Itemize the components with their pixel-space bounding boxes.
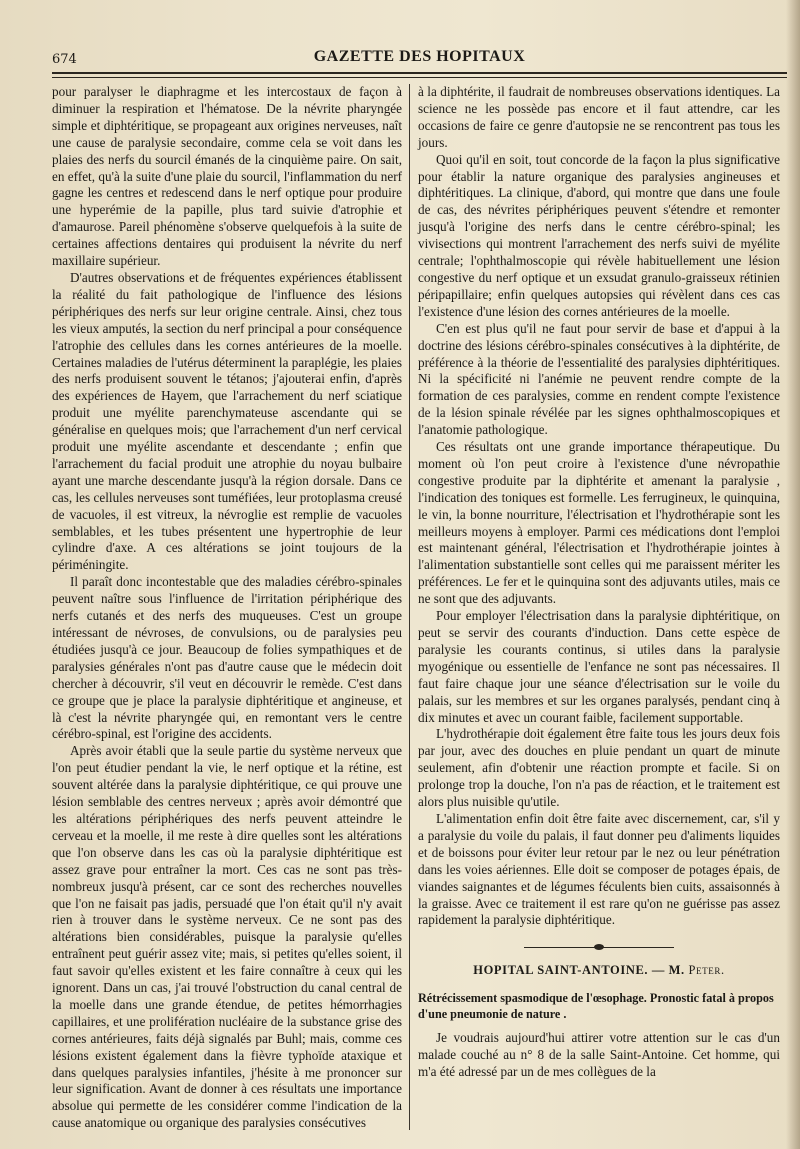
paragraph: Ces résultats ont une grande importance thérapeutique. Du moment où l'on peut croire à l'existence d'une névropathie congestive produite par la diphtérite et amenant la paralysie , l'indication des toniques est formelle. Les ferrugineux, le quinquina, le vin, la bonne nourriture, l'électrisation et l'hydrothérapie sont les meilleurs moyens à employer. Parmi ces médications dont l'emploi est maintenant général, l'électrisation et l'hydrothérapie jointes à l'alimentation substantielle sont celles qui me paraissent mériter les préférences. Le fer et le quinquina sont des adjuvants utiles, mais ce ne sont que des adjuvants. — [418, 439, 780, 607]
paragraph: L'alimentation enfin doit être faite avec discernement, car, s'il y a paralysie du voile du palais, il faut donner peu d'aliments liquides et de boissons pour éviter leur retour par le nez ou leur pénétration dans les voies aériennes. Elle doit se composer de potages épais, de viandes saignantes et de légumes féculents bien cuits, assaisonnés à la graisse. Avec ce traitement il est rare qu'on ne guérisse pas assez rapidement la paralysie diphtéritique. — [418, 810, 780, 928]
column-divider — [409, 84, 410, 1130]
paragraph: Il paraît donc incontestable que des maladies cérébro-spinales peuvent naître sous l'influence de l'irritation périphérique des nerfs cutanés et des nerfs des muqueuses. C'est un groupe intéressant de névroses, de convulsions, ou de paralysies peu étudiées jusqu'à ce jour. Beaucoup de folies sympathiques et de paralysies générales n'ont pas d'autre cause que le médecin doit chercher à découvrir, s'il veut en découvrir le remède. C'est dans ce groupe que je place la paralysie diphtéritique et angineuse, et là c'est la névrite pharyngée qui, en remontant vers le centre cérébro-spinal, est l'origine des accidents. — [52, 574, 402, 742]
article-heading: Rétrécissement spasmodique de l'œsophage. Pronostic fatal à propos d'une pneumonie de nature . — [418, 991, 774, 1021]
page-edge-shadow — [786, 0, 800, 1149]
paragraph: D'autres observations et de fréquentes expériences établissent la réalité du fait pathologique de l'influence des lésions périphériques des nerfs sur leur origine centrale. Ainsi, chez tous les vieux amputés, la section du nerf principal a pour conséquence l'atrophie des cellules dans les cornes antérieures de la moelle. Certaines maladies de l'utérus déterminent la paraplégie, les plaies des nerfs produisent souvent le tétanos; j'ajouterai enfin, d'après des expériences de Hayem, que l'arrachement du nerf sciatique produit une myélite parenchymateuse ascendante qui se généralise en quelques mois; que l'arrachement d'un nerf cervical produit une myélite ascendante et descendante ; enfin que l'arrachement du facial produit une atrophie du noyau bulbaire ayant une marche descendante jusqu'à la région dorsale. Dans ce cas, les cellules nerveuses sont tuméfiées, leur protoplasma creusé de vacuoles, il est vitreux, la névroglie est remplie de vacuoles semblables, et les tubes présentent une hypertrophie de leur cylindre d'axe. A ces altérations se joint toujours de la périméningite. — [52, 269, 402, 573]
right-column — [418, 84, 780, 1081]
section-title — [418, 962, 780, 979]
hospital-name: HOPITAL SAINT-ANTOINE. — M. — [473, 963, 685, 978]
paragraph: à la diphtérite, il faudrait de nombreuses observations identiques. La science ne les possède pas encore et il faut attendre, car les occasions de faire ce genre d'autopsie ne se rencontrent pas tous les jours. — [418, 84, 780, 150]
paragraph: Quoi qu'il en soit, tout concorde de la façon la plus significative pour établir la nature organique des paralysies angineuses et diphtéritiques. La clinique, d'abord, qui montre que dans une foule de cas, des névrites périphériques peuvent s'étendre et remonter jusqu'à l'origine des nerfs dans le centre cérébro-spinal; les vivisections qui montrent l'arrachement des nerfs suivi de myélite centrale; l'ophthalmoscopie qui révèle habituellement une lésion congestive du nerf optique et un exsudat granulo-graisseux rétinien péripapillaire; enfin quelques autopsies qui révèlent dans ces cas l'existence d'une lésion des cornes antérieures de la moelle. — [418, 151, 780, 319]
separator-ornament — [594, 944, 604, 950]
doctor-name: Peter. — [688, 963, 725, 978]
paragraph: C'en est plus qu'il ne faut pour servir de base et d'appui à la doctrine des lésions cérébro-spinales consécutives à la diphtérite, de préférence à la théorie de l'essentialité des paralysies diphtéritiques. Ni la spécificité ni l'anémie ne peuvent rendre compte de la formation de ces paralysies, comme en rendent compte l'existence de la lésion spinale révélée par les signes ophthalmoscopiques et l'anatomie pathologique. — [418, 320, 780, 438]
page-number: 674 — [52, 52, 77, 67]
paragraph: pour paralyser le diaphragme et les intercostaux de façon à diminuer la respiration et l'hématose. De la névrite pharyngée simple et diphtéritique, se propageant aux origines nerveuses, naît une cause de paralysie secondaire, comme cela se voit dans les plaies des nerfs du sourcil émanés de la cinquième paire. On sait, en effet, qu'à la suite d'une plaie du sourcil, l'inflammation du nerf gagne les centres et redescend dans le nerf optique pour produire une hyperémie de la papille, plus tard suivie d'atrophie et d'amaurose. Pareil phénomène s'observe quelquefois à la suite de certaines affections dentaires qui produisent la névrite du nerf maxillaire supérieur. — [52, 84, 402, 269]
left-column — [52, 84, 402, 1132]
header-rule — [52, 72, 787, 78]
paragraph: L'hydrothérapie doit également être faite tous les jours deux fois par jour, avec des douches en pluie pendant un quart de minute seulement, afin d'obtenir une réaction prompte et facile. Si on prolonge trop la douche, l'on n'a pas de réaction, et le traitement est alors plus nuisible qu'utile. — [418, 726, 780, 810]
paragraph: Après avoir établi que la seule partie du système nerveux que l'on peut étudier pendant la vie, le nerf optique et la rétine, est souvent altérée dans la paralysie diphtéritique, ce qui prouve une lésion semblable des centres nerveux ; après avoir démontré que les altérations périphériques des nerfs peuvent atteindre le cerveau et la moelle, il me reste à dire quelles sont les altérations que l'on observe dans les cas où la paralysie diphtéritique est assez grave pour entraîner la mort. Ces cas ne sont pas très-nombreux jusqu'à présent, car ce sont des recherches nouvelles que l'on ne faisait pas jadis, persuadé que l'on était qu'il n'y avait rien à trouver dans le système nerveux. Ce ne sont pas des altérations bien considérables, puisque la paralysie qu'elles entraînent peut guérir assez vite; mais, si petites qu'elles soient, il faut savoir qu'elles existent et les faire connaître à ceux qui les ignorent. Dans un cas, j'ai trouvé l'obstruction du canal central de la moelle dans une grande étendue, de petites hémorrhagies capillaires, et une prolifération nucléaire de la substance grise des cornes antérieures, faits déjà signalés par Buhl; mais, comme ces lésions existent également dans la fièvre typhoïde ataxique et dans quelques paralysies infantiles, j'hésite à me prononcer sur leur signification. Avant de donner à ces résultats une importance absolue qui permette de les considérer comme l'indication de la cause anatomique ou organique des paralysies consécutives — [52, 743, 402, 1131]
journal-title: GAZETTE DES HOPITAUX — [313, 48, 526, 65]
section-separator — [524, 943, 674, 952]
page-header — [52, 48, 787, 70]
paragraph: Pour employer l'électrisation dans la paralysie diphtéritique, on peut se servir des courants d'induction. Dans cette espèce de paralysie les courants continus, si utiles dans la paralysie myogénique ou essentielle de l'enfance ne sont pas nécessaires. Il faut faire chaque jour une séance d'électrisation sur le voile du palais, sur les membres et sur les organes paralysés, pendant cinq à dix minutes et avec un courant faible, facilement supportable. — [418, 608, 780, 725]
article-body: Je voudrais aujourd'hui attirer votre attention sur le cas d'un malade couché au n° 8 de la salle Saint-Antoine. Cet homme, qui m'a été adressé par un de mes collègues de la — [418, 1030, 780, 1080]
